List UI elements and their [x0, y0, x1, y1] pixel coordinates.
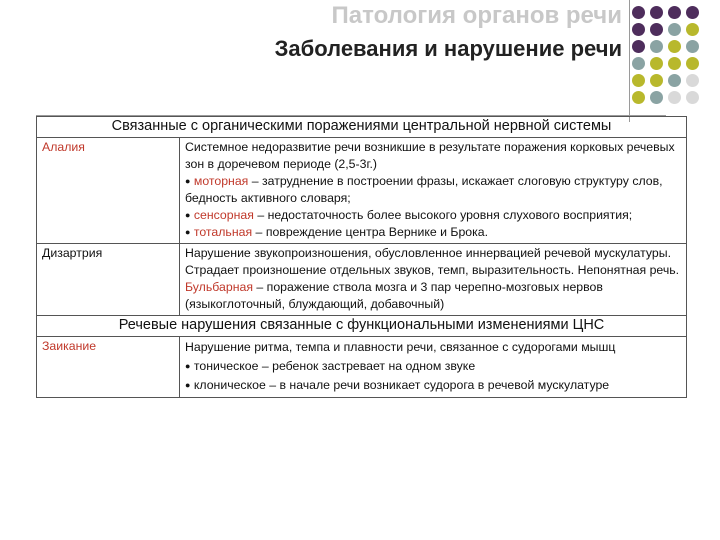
- desc-alalia: [180, 138, 687, 244]
- bulbar-label: Бульбарная: [185, 280, 253, 294]
- desc-dysarthria: [180, 244, 687, 316]
- bullet-icon: ●: [185, 227, 191, 237]
- term-dysarthria: Дизартрия: [37, 244, 180, 316]
- decor-dot: [686, 74, 699, 87]
- table-row: [37, 117, 687, 138]
- stuttering-type: тоническое – ребенок застревает на одном звуке: [193, 359, 476, 373]
- decor-dot: [686, 91, 699, 104]
- decor-dot: [686, 6, 699, 19]
- decor-dot: [632, 40, 645, 53]
- decor-dot: [668, 91, 681, 104]
- alalia-type-label: тотальная: [193, 225, 253, 239]
- alalia-type-label: сенсорная: [193, 208, 254, 222]
- decor-dot: [632, 23, 645, 36]
- stuttering-description: Нарушение ритма, темпа и плавности речи, связанное с судорогами мышц: [185, 340, 616, 354]
- decor-dot: [632, 57, 645, 70]
- decor-vertical-line: [629, 0, 630, 122]
- alalia-type-label: моторная: [193, 174, 249, 188]
- decor-dot: [650, 74, 663, 87]
- term-alalia: Алалия: [37, 138, 180, 244]
- alalia-description: Системное недоразвитие речи возникшие в результате поражения корковых речевых зон в доречевом периоде (2,5-3г.): [185, 140, 675, 171]
- decor-dot: [632, 74, 645, 87]
- decor-dot: [668, 40, 681, 53]
- bullet-icon: ●: [185, 176, 191, 186]
- bulbar-text: – поражение ствола мозга и 3 пар черепно-мозговых нервов (языкоглоточный, блуждающий, добавочный): [185, 280, 603, 311]
- decor-dot: [668, 74, 681, 87]
- decor-dot: [686, 23, 699, 36]
- decor-dot: [650, 57, 663, 70]
- decor-dot: [632, 91, 645, 104]
- decor-dot: [632, 6, 645, 19]
- decor-dot: [668, 57, 681, 70]
- table-row: [37, 337, 687, 398]
- section-header-organic: Связанные с органическими поражениями центральной нервной системы: [37, 117, 687, 138]
- alalia-type-text: – недостаточность более высокого уровня слухового восприятия;: [253, 208, 633, 222]
- speech-disorders-table: [36, 116, 687, 398]
- decor-dot: [668, 6, 681, 19]
- slide-subtitle: Заболевания и нарушение речи: [274, 36, 622, 61]
- bullet-icon: ●: [185, 361, 191, 371]
- decor-dot: [650, 91, 663, 104]
- table-row: [37, 244, 687, 316]
- term-stuttering: Заикание: [37, 337, 180, 398]
- dysarthria-description: Нарушение звукопроизношения, обусловленное иннервацией речевой мускулатуры. Страдает произношение отдельных звуков, темп, выразительность. Непонятная речь.: [185, 246, 680, 277]
- alalia-type-text: – затруднение в построении фразы, искажает слоговую структуру слов, бедность активного словаря;: [185, 174, 663, 205]
- table-row: [37, 316, 687, 337]
- section-header-functional: Речевые нарушения связанные с функциональными изменениями ЦНС: [37, 316, 687, 337]
- decor-dot: [650, 23, 663, 36]
- decor-dot: [686, 57, 699, 70]
- bullet-icon: ●: [185, 210, 191, 220]
- desc-stuttering: [180, 337, 687, 398]
- decor-dot: [650, 40, 663, 53]
- decor-dot: [668, 23, 681, 36]
- stuttering-type: клоническое – в начале речи возникает судорога в речевой мускулатуре: [193, 378, 610, 392]
- decor-dot: [686, 40, 699, 53]
- bullet-icon: ●: [185, 380, 191, 390]
- table-row: [37, 138, 687, 244]
- presentation-title: Патология органов речи: [331, 2, 622, 29]
- alalia-type-text: – повреждение центра Вернике и Брока.: [252, 225, 489, 239]
- decor-dot: [650, 6, 663, 19]
